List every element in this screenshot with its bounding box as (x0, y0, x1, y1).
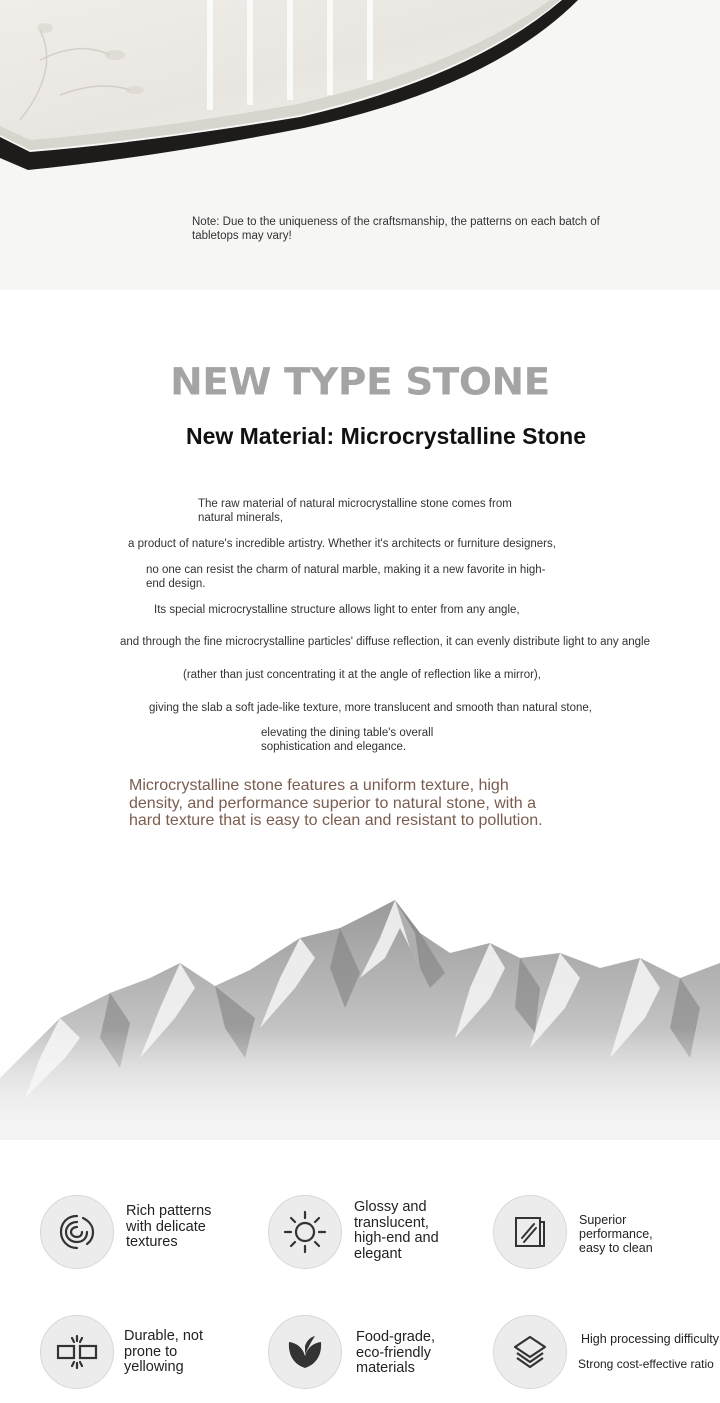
feature-label: Durable, not prone to yellowing (124, 1328, 203, 1375)
sun-icon (268, 1195, 342, 1269)
feature-label: Glossy and translucent, high-end and elegant (354, 1199, 439, 1262)
snow-mountain-image (0, 858, 720, 1140)
layers-icon (493, 1315, 567, 1389)
feature-label-secondary: Strong cost-effective ratio (578, 1357, 714, 1371)
description-line: Its special microcrystalline structure allows light to enter from any angle, (154, 604, 520, 616)
feature-label: Food-grade, eco-friendly materials (356, 1329, 435, 1376)
broken-stick-icon (40, 1315, 114, 1389)
section-subtitle: New Material: Microcrystalline Stone (185, 423, 587, 449)
description-line: elevating the dining table's overall sophistication and elegance. (261, 727, 434, 753)
description-line: a product of nature's incredible artistry. Whether it's architects or furniture designers, (128, 538, 556, 550)
leaf-icon (268, 1315, 342, 1389)
tabletop-image-section (0, 0, 720, 290)
description-line: (rather than just concentrating it at the angle of reflection like a mirror), (183, 669, 541, 681)
description-line: giving the slab a soft jade-like texture, more translucent and smooth than natural stone, (149, 702, 593, 714)
feature-label: High processing difficulty (581, 1332, 720, 1346)
feature-label: Superior performance, easy to clean (579, 1213, 653, 1255)
hero-title: NEW TYPE STONE (170, 361, 550, 404)
swirl-pattern-icon (40, 1195, 114, 1269)
description-line: The raw material of natural microcrystalline stone comes from natural minerals, (198, 498, 512, 524)
highlight-text: Microcrystalline stone features a uniform texture, high density, and performance superior to natural stone, with a hard texture that is easy to clean and resistant to pollution. (129, 777, 543, 829)
feature-label: Rich patterns with delicate textures (126, 1203, 212, 1250)
craftsmanship-note: Note: Due to the uniqueness of the craftsmanship, the patterns on each batch of tabletops may vary! (192, 216, 600, 242)
glossy-panel-icon (493, 1195, 567, 1269)
tabletop-edge-image (0, 0, 720, 290)
description-line: no one can resist the charm of natural marble, making it a new favorite in high-end design. (146, 564, 546, 590)
description-line: and through the fine microcrystalline particles' diffuse reflection, it can evenly distribute light to any angle (120, 636, 650, 648)
